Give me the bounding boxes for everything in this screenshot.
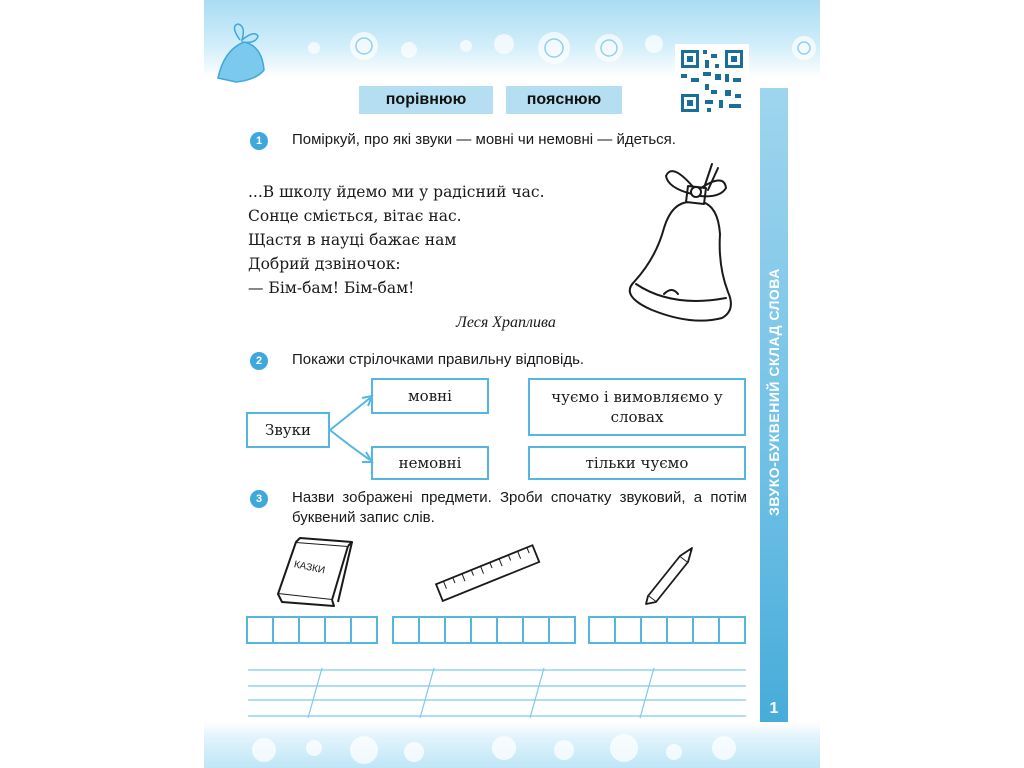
letter-cell[interactable]	[522, 616, 550, 644]
letter-cell[interactable]	[588, 616, 616, 644]
tag-compare: порівнюю	[359, 86, 493, 114]
answer-cells-3[interactable]	[590, 616, 746, 644]
letter-cell[interactable]	[718, 616, 746, 644]
letter-cell[interactable]	[350, 616, 378, 644]
letter-cell[interactable]	[246, 616, 274, 644]
section-title: ЗВУКО-БУКВЕНИЙ СКЛАД СЛОВА	[766, 268, 782, 516]
task-text-3: Назви зображені предмети. Зроби спочатку звуковий, а потім буквений запис слів.	[292, 489, 747, 526]
book-label: КАЗКИ	[292, 559, 326, 577]
handwriting-lines[interactable]	[248, 660, 748, 720]
diagram-arrows	[328, 390, 388, 470]
letter-cell[interactable]	[614, 616, 642, 644]
letter-cell[interactable]	[470, 616, 498, 644]
answer-cells-2[interactable]	[394, 616, 576, 644]
diagram-source-box: Звуки	[246, 412, 330, 448]
answer-box-2[interactable]: тільки чуємо	[528, 446, 746, 480]
option-box-2[interactable]: немовні	[371, 446, 489, 480]
letter-cell[interactable]	[324, 616, 352, 644]
task-text-1: Поміркуй, про які звуки — мовні чи немовні — йдеться.	[292, 131, 676, 148]
book-icon	[268, 536, 358, 608]
letter-cell[interactable]	[692, 616, 720, 644]
letter-cell[interactable]	[298, 616, 326, 644]
letter-cell[interactable]	[666, 616, 694, 644]
poem	[248, 180, 545, 300]
poem-line: Добрий дзвіночок:	[248, 255, 401, 273]
tag-explain: пояснюю	[506, 86, 622, 114]
poem-author: Леся Храплива	[456, 314, 556, 331]
poem-line: Сонце сміється, вітає нас.	[248, 207, 462, 225]
task-text-2: Покажи стрілочками правильну відповідь.	[292, 351, 585, 368]
letter-cell[interactable]	[496, 616, 524, 644]
task-number-1: 1	[250, 132, 268, 150]
ruler-icon	[428, 542, 548, 606]
letter-cell[interactable]	[272, 616, 300, 644]
poem-line: — Бім-бам! Бім-бам!	[248, 279, 415, 297]
letter-cell[interactable]	[392, 616, 420, 644]
qr-code	[675, 44, 749, 118]
answer-box-1[interactable]: чуємо і вимовляємо у словах	[528, 378, 746, 436]
poem-line: ...В школу йдемо ми у радісний час.	[248, 183, 545, 201]
task-number-2: 2	[250, 352, 268, 370]
letter-cell[interactable]	[548, 616, 576, 644]
letter-cell[interactable]	[640, 616, 668, 644]
option-box-1[interactable]: мовні	[371, 378, 489, 414]
bell-icon	[612, 158, 752, 338]
letter-cell[interactable]	[418, 616, 446, 644]
answer-cells-1[interactable]	[248, 616, 378, 644]
poem-line: Щастя в науці бажає нам	[248, 231, 457, 249]
task-number-3: 3	[250, 490, 268, 508]
page-number: 1	[769, 700, 779, 717]
workbook-page	[204, 0, 820, 768]
pencil-icon	[640, 544, 700, 608]
letter-cell[interactable]	[444, 616, 472, 644]
flowers-bottom-decor-icon	[204, 728, 820, 768]
bell-logo-icon	[206, 20, 276, 90]
